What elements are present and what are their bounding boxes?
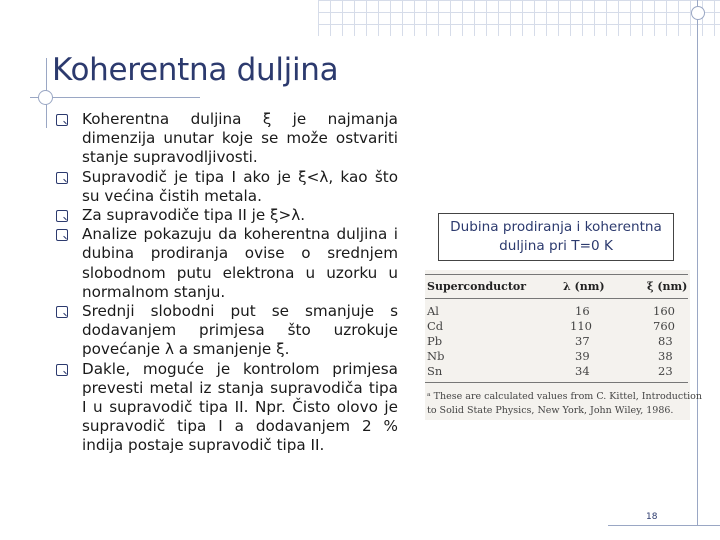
table-cell: 38 (658, 349, 673, 363)
checkbox-bullet-icon (56, 229, 68, 241)
bullet-text: Za supravodiče tipa II je ξ>λ. (82, 206, 306, 225)
table-cell: 760 (653, 319, 675, 333)
table-cell: Al (427, 304, 439, 318)
bullet-text: Dakle, moguće je kontrolom primjesa prevesti metal iz stanja supravodiča tipa I u supravodič tipa II. Npr. Čisto olovo je supravodič tipa I a dodavanjem 2 % indija postaje supravodič tipa II. (82, 359, 398, 455)
table-cell: 34 (575, 364, 590, 378)
bullet-item (56, 225, 398, 302)
title-underline (30, 97, 200, 98)
table-rule (425, 274, 688, 275)
bullet-item (56, 360, 398, 456)
checkbox-bullet-icon (56, 172, 68, 184)
decorative-vertical-line (697, 0, 698, 525)
bullet-text: Analize pokazuju da koherentna duljina i dubina prodiranja ovise o srednjem slobodnom putu elektrona u uzorku u normalnom stanju. (82, 225, 398, 301)
table-footnote: to Solid State Physics, New York, John Wiley, 1986. (427, 405, 674, 416)
table-cell: Sn (427, 364, 443, 378)
bullet-text: Koherentna duljina ξ je najmanja dimenzija unutar koje se može ostvariti stanje supravodljivosti. (82, 110, 398, 167)
checkbox-bullet-icon (56, 306, 68, 318)
bullet-text: Supravodič je tipa I ako je ξ<λ, kao što su većina čistih metala. (82, 167, 398, 205)
table-cell: 23 (658, 364, 673, 378)
table-cell: Pb (427, 334, 443, 348)
checkbox-bullet-icon (56, 210, 68, 222)
table-cell: 83 (658, 334, 673, 348)
table-cell: 16 (575, 304, 590, 318)
table-header: λ (nm) (563, 280, 605, 293)
bullet-item (56, 206, 398, 225)
bullet-item (56, 110, 398, 168)
bullet-item (56, 168, 398, 206)
title-circle-decoration (38, 90, 53, 105)
decorative-bottom-line (608, 525, 720, 526)
superconductor-table (425, 270, 702, 420)
table-cell: 37 (575, 334, 590, 348)
table-rule (425, 382, 688, 383)
checkbox-bullet-icon (56, 114, 68, 126)
decorative-grid (318, 0, 720, 36)
page-number: 18 (646, 512, 658, 522)
table-footnote: ᵃ These are calculated values from C. Kittel, Introduction (427, 391, 702, 402)
table-header: ξ (nm) (647, 280, 688, 293)
table-caption: Dubina prodiranja i koherentna duljina pri T=0 K (438, 213, 674, 261)
bullet-list (56, 110, 398, 456)
table-cell: 110 (570, 319, 592, 333)
table-rule (425, 298, 688, 299)
table-cell: Nb (427, 349, 445, 363)
bullet-text: Srednji slobodni put se smanjuje s dodavanjem primjesa što uzrokuje povećanje λ a smanjenje ξ. (82, 302, 398, 359)
table-cell: Cd (427, 319, 444, 333)
bullet-item (56, 302, 398, 360)
slide-title: Koherentna duljina (52, 52, 339, 88)
checkbox-bullet-icon (56, 364, 68, 376)
decorative-circle (691, 6, 705, 20)
table-cell: 160 (653, 304, 675, 318)
table-header: Superconductor (427, 280, 527, 293)
table-cell: 39 (575, 349, 590, 363)
